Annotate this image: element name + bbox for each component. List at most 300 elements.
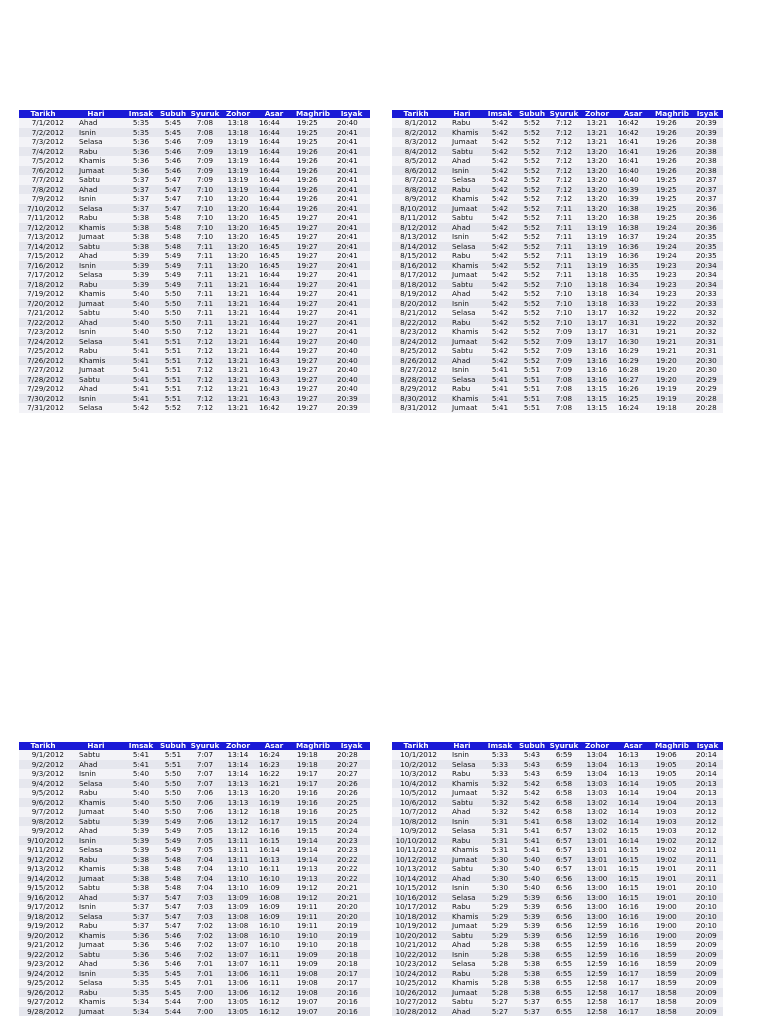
table-row [392, 337, 723, 347]
table-row [392, 280, 723, 290]
zohor-cell: 13:07 [221, 940, 255, 950]
imsak-cell: 5:39 [125, 251, 157, 261]
column-header-maghrib: Maghrib [293, 110, 333, 118]
zohor-cell: 13:04 [580, 750, 614, 760]
date-cell: 9/1/2012 [19, 750, 67, 760]
imsak-cell: 5:42 [484, 223, 516, 233]
maghrib-cell: 19:20 [652, 375, 692, 385]
date-cell: 8/18/2012 [392, 280, 440, 290]
maghrib-cell: 19:03 [652, 817, 692, 827]
asar-cell: 16:44 [255, 185, 293, 195]
table-row [392, 864, 723, 874]
isyak-cell: 20:09 [692, 997, 723, 1007]
isyak-cell: 20:41 [333, 128, 370, 138]
subuh-cell: 5:49 [157, 817, 189, 827]
subuh-cell: 5:50 [157, 327, 189, 337]
day-cell: Isnin [67, 969, 125, 979]
table-row [19, 845, 370, 855]
day-cell: Jumaat [67, 874, 125, 884]
asar-cell: 16:17 [614, 1007, 652, 1017]
maghrib-cell: 19:10 [293, 931, 333, 941]
syuruk-cell: 7:11 [189, 308, 221, 318]
asar-cell: 16:26 [614, 384, 652, 394]
date-cell: 9/2/2012 [19, 760, 67, 770]
isyak-cell: 20:19 [333, 921, 370, 931]
asar-cell: 16:41 [614, 156, 652, 166]
date-cell: 10/12/2012 [392, 855, 440, 865]
isyak-cell: 20:41 [333, 242, 370, 252]
table-row [392, 242, 723, 252]
zohor-cell: 13:17 [580, 337, 614, 347]
date-cell: 7/8/2012 [19, 185, 67, 195]
isyak-cell: 20:29 [692, 375, 723, 385]
date-cell: 10/25/2012 [392, 978, 440, 988]
syuruk-cell: 7:11 [189, 242, 221, 252]
asar-cell: 16:15 [614, 883, 652, 893]
day-cell: Sabtu [440, 931, 484, 941]
isyak-cell: 20:41 [333, 175, 370, 185]
subuh-cell: 5:48 [157, 864, 189, 874]
subuh-cell: 5:38 [516, 988, 548, 998]
asar-cell: 16:17 [614, 988, 652, 998]
zohor-cell: 13:21 [221, 356, 255, 366]
maghrib-cell: 19:26 [293, 156, 333, 166]
date-cell: 8/19/2012 [392, 289, 440, 299]
asar-cell: 16:45 [255, 251, 293, 261]
maghrib-cell: 18:58 [652, 988, 692, 998]
column-header-imsak: Imsak [125, 742, 157, 750]
column-header-subuh: Subuh [516, 110, 548, 118]
table-row [392, 128, 723, 138]
date-cell: 7/11/2012 [19, 213, 67, 223]
maghrib-cell: 19:22 [652, 299, 692, 309]
asar-cell: 16:39 [614, 194, 652, 204]
zohor-cell: 13:19 [221, 137, 255, 147]
date-cell: 7/23/2012 [19, 327, 67, 337]
subuh-cell: 5:42 [516, 798, 548, 808]
syuruk-cell: 7:12 [548, 128, 580, 138]
day-cell: Selasa [440, 175, 484, 185]
imsak-cell: 5:27 [484, 1007, 516, 1017]
asar-cell: 16:33 [614, 299, 652, 309]
table-row [19, 270, 370, 280]
zohor-cell: 13:13 [221, 779, 255, 789]
syuruk-cell: 7:10 [548, 289, 580, 299]
imsak-cell: 5:39 [125, 261, 157, 271]
isyak-cell: 20:10 [692, 883, 723, 893]
day-cell: Isnin [67, 836, 125, 846]
isyak-cell: 20:31 [692, 346, 723, 356]
prayer-table-july [19, 110, 370, 413]
subuh-cell: 5:50 [157, 289, 189, 299]
date-cell: 8/21/2012 [392, 308, 440, 318]
table-row [19, 997, 370, 1007]
table-row [19, 384, 370, 394]
table-row [392, 959, 723, 969]
subuh-cell: 5:51 [157, 365, 189, 375]
imsak-cell: 5:36 [125, 156, 157, 166]
day-cell: Isnin [440, 166, 484, 176]
day-cell: Rabu [440, 318, 484, 328]
isyak-cell: 20:33 [692, 289, 723, 299]
imsak-cell: 5:42 [484, 308, 516, 318]
asar-cell: 16:16 [255, 826, 293, 836]
maghrib-cell: 19:26 [293, 185, 333, 195]
day-cell: Selasa [440, 242, 484, 252]
isyak-cell: 20:37 [692, 185, 723, 195]
maghrib-cell: 19:25 [652, 194, 692, 204]
isyak-cell: 20:41 [333, 137, 370, 147]
maghrib-cell: 19:23 [652, 280, 692, 290]
zohor-cell: 13:20 [580, 185, 614, 195]
zohor-cell: 13:01 [580, 864, 614, 874]
zohor-cell: 13:16 [580, 346, 614, 356]
syuruk-cell: 7:09 [189, 147, 221, 157]
maghrib-cell: 19:00 [652, 902, 692, 912]
table-row [392, 166, 723, 176]
syuruk-cell: 7:12 [189, 384, 221, 394]
maghrib-cell: 18:59 [652, 950, 692, 960]
isyak-cell: 20:28 [692, 394, 723, 404]
isyak-cell: 20:34 [692, 261, 723, 271]
table-row [19, 817, 370, 827]
isyak-cell: 20:10 [692, 921, 723, 931]
isyak-cell: 20:20 [333, 902, 370, 912]
syuruk-cell: 7:06 [189, 788, 221, 798]
column-header-syuruk: Syuruk [549, 741, 579, 750]
table-row [392, 978, 723, 988]
asar-cell: 16:43 [255, 356, 293, 366]
maghrib-cell: 19:22 [652, 308, 692, 318]
day-cell: Isnin [67, 327, 125, 337]
date-cell: 8/24/2012 [392, 337, 440, 347]
asar-cell: 16:44 [255, 299, 293, 309]
imsak-cell: 5:30 [484, 874, 516, 884]
day-cell: Jumaat [440, 137, 484, 147]
table-row [19, 166, 370, 176]
imsak-cell: 5:38 [125, 232, 157, 242]
maghrib-cell: 19:11 [293, 912, 333, 922]
day-cell: Jumaat [67, 166, 125, 176]
isyak-cell: 20:13 [692, 779, 723, 789]
date-cell: 10/15/2012 [392, 883, 440, 893]
asar-cell: 16:43 [255, 375, 293, 385]
asar-cell: 16:41 [614, 137, 652, 147]
isyak-cell: 20:39 [333, 394, 370, 404]
zohor-cell: 13:11 [221, 855, 255, 865]
maghrib-cell: 19:14 [293, 836, 333, 846]
imsak-cell: 5:31 [484, 826, 516, 836]
syuruk-cell: 7:07 [189, 779, 221, 789]
imsak-cell: 5:28 [484, 940, 516, 950]
table-row [392, 356, 723, 366]
table-row [19, 893, 370, 903]
asar-cell: 16:14 [614, 836, 652, 846]
isyak-cell: 20:27 [333, 760, 370, 770]
day-cell: Selasa [67, 779, 125, 789]
imsak-cell: 5:41 [125, 394, 157, 404]
table-row [392, 346, 723, 356]
subuh-cell: 5:40 [516, 874, 548, 884]
date-cell: 10/1/2012 [392, 750, 440, 760]
syuruk-cell: 6:55 [548, 969, 580, 979]
subuh-cell: 5:51 [516, 394, 548, 404]
zohor-cell: 13:16 [580, 375, 614, 385]
date-cell: 10/9/2012 [392, 826, 440, 836]
syuruk-cell: 6:57 [548, 855, 580, 865]
date-cell: 9/16/2012 [19, 893, 67, 903]
isyak-cell: 20:24 [333, 826, 370, 836]
maghrib-cell: 19:17 [293, 769, 333, 779]
zohor-cell: 13:19 [580, 223, 614, 233]
isyak-cell: 20:26 [333, 779, 370, 789]
maghrib-cell: 19:26 [652, 147, 692, 157]
imsak-cell: 5:32 [484, 798, 516, 808]
table-row [19, 826, 370, 836]
asar-cell: 16:15 [614, 845, 652, 855]
column-header-subuh: Subuh [157, 742, 189, 750]
isyak-cell: 20:22 [333, 874, 370, 884]
zohor-cell: 13:16 [580, 356, 614, 366]
prayer-table-september [19, 742, 370, 1016]
date-cell: 10/23/2012 [392, 959, 440, 969]
imsak-cell: 5:42 [484, 261, 516, 271]
syuruk-cell: 7:06 [189, 817, 221, 827]
table-row [392, 826, 723, 836]
isyak-cell: 20:21 [333, 883, 370, 893]
zohor-cell: 13:20 [580, 166, 614, 176]
imsak-cell: 5:42 [484, 251, 516, 261]
isyak-cell: 20:10 [692, 893, 723, 903]
syuruk-cell: 7:00 [189, 1007, 221, 1017]
table-row [19, 788, 370, 798]
asar-cell: 16:09 [255, 902, 293, 912]
asar-cell: 16:36 [614, 242, 652, 252]
maghrib-cell: 19:15 [293, 817, 333, 827]
asar-cell: 16:44 [255, 194, 293, 204]
syuruk-cell: 7:11 [548, 251, 580, 261]
asar-cell: 16:44 [255, 289, 293, 299]
asar-cell: 16:43 [255, 384, 293, 394]
date-cell: 8/16/2012 [392, 261, 440, 271]
imsak-cell: 5:30 [484, 883, 516, 893]
asar-cell: 16:16 [614, 959, 652, 969]
asar-cell: 16:42 [614, 118, 652, 128]
asar-cell: 16:44 [255, 280, 293, 290]
subuh-cell: 5:52 [516, 289, 548, 299]
subuh-cell: 5:52 [516, 270, 548, 280]
table-row [19, 299, 370, 309]
date-cell: 7/4/2012 [19, 147, 67, 157]
isyak-cell: 20:32 [692, 327, 723, 337]
date-cell: 8/20/2012 [392, 299, 440, 309]
syuruk-cell: 7:08 [548, 384, 580, 394]
imsak-cell: 5:28 [484, 969, 516, 979]
imsak-cell: 5:36 [125, 959, 157, 969]
table-row [392, 261, 723, 271]
imsak-cell: 5:36 [125, 931, 157, 941]
maghrib-cell: 19:03 [652, 826, 692, 836]
isyak-cell: 20:09 [692, 959, 723, 969]
zohor-cell: 13:06 [221, 988, 255, 998]
header-row [392, 742, 723, 750]
day-cell: Jumaat [440, 270, 484, 280]
syuruk-cell: 7:09 [189, 137, 221, 147]
imsak-cell: 5:35 [125, 978, 157, 988]
day-cell: Khamis [440, 261, 484, 271]
subuh-cell: 5:45 [157, 128, 189, 138]
asar-cell: 16:12 [255, 997, 293, 1007]
asar-cell: 16:20 [255, 788, 293, 798]
subuh-cell: 5:49 [157, 280, 189, 290]
date-cell: 10/20/2012 [392, 931, 440, 941]
zohor-cell: 13:08 [221, 931, 255, 941]
date-cell: 7/21/2012 [19, 308, 67, 318]
syuruk-cell: 7:11 [548, 223, 580, 233]
asar-cell: 16:44 [255, 308, 293, 318]
date-cell: 9/19/2012 [19, 921, 67, 931]
table-row [19, 223, 370, 233]
zohor-cell: 13:20 [221, 194, 255, 204]
maghrib-cell: 19:05 [652, 779, 692, 789]
syuruk-cell: 7:04 [189, 855, 221, 865]
day-cell: Ahad [67, 318, 125, 328]
syuruk-cell: 7:05 [189, 836, 221, 846]
date-cell: 8/1/2012 [392, 118, 440, 128]
table-row [19, 327, 370, 337]
date-cell: 7/2/2012 [19, 128, 67, 138]
table-row [392, 289, 723, 299]
syuruk-cell: 7:09 [189, 156, 221, 166]
day-cell: Ahad [440, 874, 484, 884]
isyak-cell: 20:41 [333, 261, 370, 271]
maghrib-cell: 19:27 [293, 270, 333, 280]
imsak-cell: 5:42 [484, 327, 516, 337]
maghrib-cell: 19:09 [293, 950, 333, 960]
zohor-cell: 13:00 [580, 874, 614, 884]
date-cell: 8/7/2012 [392, 175, 440, 185]
date-cell: 7/10/2012 [19, 204, 67, 214]
zohor-cell: 13:02 [580, 817, 614, 827]
asar-cell: 16:44 [255, 147, 293, 157]
header-row [19, 742, 370, 750]
isyak-cell: 20:09 [692, 988, 723, 998]
zohor-cell: 13:12 [221, 807, 255, 817]
day-cell: Sabtu [440, 147, 484, 157]
date-cell: 9/28/2012 [19, 1007, 67, 1017]
syuruk-cell: 6:56 [548, 921, 580, 931]
zohor-cell: 13:20 [221, 213, 255, 223]
imsak-cell: 5:42 [484, 128, 516, 138]
asar-cell: 16:44 [255, 128, 293, 138]
table-row [19, 289, 370, 299]
isyak-cell: 20:41 [333, 289, 370, 299]
asar-cell: 16:45 [255, 223, 293, 233]
subuh-cell: 5:52 [516, 137, 548, 147]
asar-cell: 16:14 [614, 807, 652, 817]
imsak-cell: 5:35 [125, 128, 157, 138]
isyak-cell: 20:36 [692, 223, 723, 233]
asar-cell: 16:38 [614, 213, 652, 223]
subuh-cell: 5:41 [516, 817, 548, 827]
maghrib-cell: 19:12 [293, 883, 333, 893]
subuh-cell: 5:49 [157, 261, 189, 271]
isyak-cell: 20:40 [333, 375, 370, 385]
table-row [392, 156, 723, 166]
syuruk-cell: 7:05 [189, 845, 221, 855]
day-cell: Ahad [440, 940, 484, 950]
isyak-cell: 20:35 [692, 242, 723, 252]
zohor-cell: 13:21 [221, 365, 255, 375]
day-cell: Jumaat [67, 232, 125, 242]
table-row [19, 213, 370, 223]
asar-cell: 16:16 [614, 912, 652, 922]
table-row [392, 365, 723, 375]
maghrib-cell: 19:17 [293, 779, 333, 789]
subuh-cell: 5:46 [157, 950, 189, 960]
table-row [392, 318, 723, 328]
table-row [392, 779, 723, 789]
subuh-cell: 5:48 [157, 232, 189, 242]
isyak-cell: 20:10 [692, 912, 723, 922]
imsak-cell: 5:41 [125, 384, 157, 394]
maghrib-cell: 19:12 [293, 893, 333, 903]
isyak-cell: 20:17 [333, 969, 370, 979]
syuruk-cell: 7:06 [189, 807, 221, 817]
date-cell: 9/8/2012 [19, 817, 67, 827]
day-cell: Khamis [67, 798, 125, 808]
imsak-cell: 5:35 [125, 969, 157, 979]
subuh-cell: 5:49 [157, 836, 189, 846]
date-cell: 10/10/2012 [392, 836, 440, 846]
subuh-cell: 5:39 [516, 921, 548, 931]
day-cell: Jumaat [440, 204, 484, 214]
table-row [19, 779, 370, 789]
maghrib-cell: 19:05 [652, 769, 692, 779]
isyak-cell: 20:41 [333, 299, 370, 309]
table-row [19, 760, 370, 770]
syuruk-cell: 6:59 [548, 769, 580, 779]
asar-cell: 16:22 [255, 769, 293, 779]
zohor-cell: 13:00 [580, 912, 614, 922]
zohor-cell: 13:21 [221, 318, 255, 328]
imsak-cell: 5:38 [125, 855, 157, 865]
subuh-cell: 5:49 [157, 251, 189, 261]
isyak-cell: 20:23 [333, 845, 370, 855]
day-cell: Jumaat [440, 855, 484, 865]
maghrib-cell: 19:26 [652, 118, 692, 128]
asar-cell: 16:10 [255, 931, 293, 941]
isyak-cell: 20:14 [692, 760, 723, 770]
day-cell: Rabu [67, 921, 125, 931]
isyak-cell: 20:13 [692, 798, 723, 808]
zohor-cell: 13:19 [221, 156, 255, 166]
maghrib-cell: 19:18 [293, 760, 333, 770]
date-cell: 8/8/2012 [392, 185, 440, 195]
zohor-cell: 13:15 [580, 403, 614, 413]
asar-cell: 16:45 [255, 242, 293, 252]
imsak-cell: 5:29 [484, 931, 516, 941]
subuh-cell: 5:48 [157, 223, 189, 233]
day-cell: Khamis [440, 779, 484, 789]
isyak-cell: 20:32 [692, 308, 723, 318]
syuruk-cell: 7:11 [189, 318, 221, 328]
zohor-cell: 13:20 [221, 242, 255, 252]
table-row [392, 997, 723, 1007]
column-header-maghrib: Maghrib [293, 742, 333, 750]
column-header-subuh: Subuh [157, 110, 189, 118]
imsak-cell: 5:28 [484, 988, 516, 998]
